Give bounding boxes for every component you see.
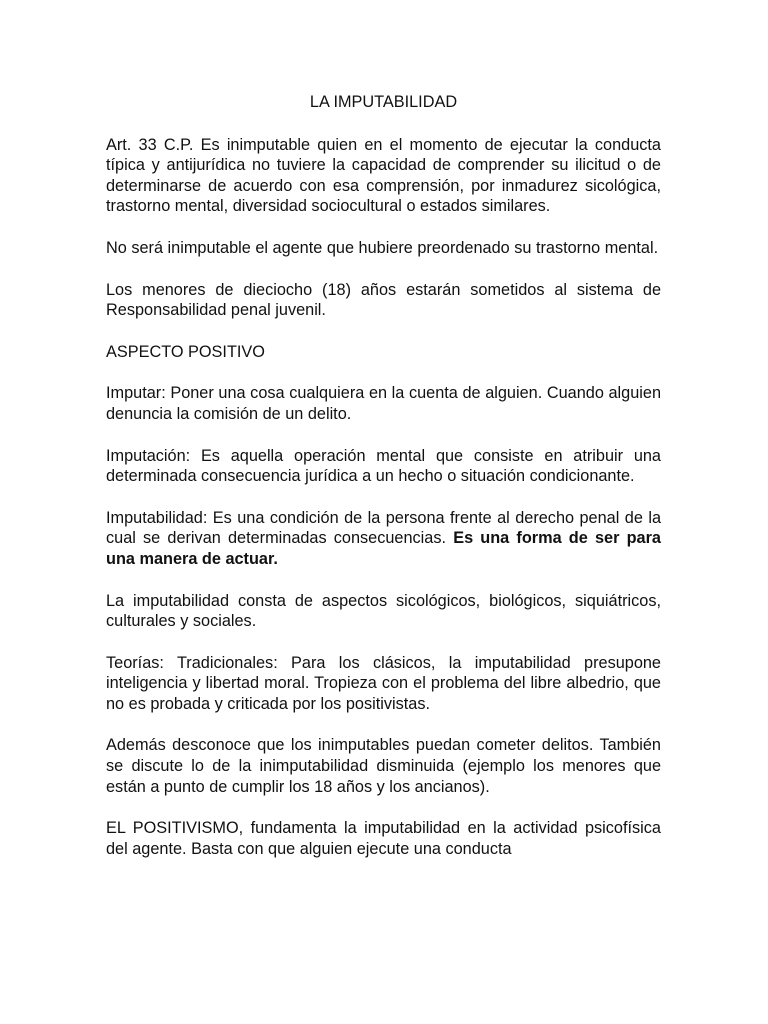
paragraph-imputabilidad [106, 508, 661, 570]
paragraph-preordenado: No será inimputable el agente que hubiere preordenado su trastorno mental. [106, 238, 659, 257]
paragraph-aspectos: La imputabilidad consta de aspectos sicológicos, biológicos, siquiátricos, culturales y sociales. [106, 591, 661, 631]
paragraph-menores: Los menores de dieciocho (18) años estarán sometidos al sistema de Responsabilidad penal juvenil. [106, 280, 661, 320]
paragraph-teorias: Teorías: Tradicionales: Para los clásicos, la imputabilidad presupone inteligencia y libertad moral. Tropieza con el problema del libre albedrio, que no es probada y criticada por los positivistas. [106, 653, 661, 713]
paragraph-imputabilidad-text: Imputabilidad: Es una condición de la persona frente al derecho penal de la cual se derivan determinadas consecuencias. [106, 508, 661, 548]
document-title: LA IMPUTABILIDAD [309, 93, 458, 111]
paragraph-art-33: Art. 33 C.P. Es inimputable quien en el momento de ejecutar la conducta típica y antijurídica no tuviere la capacidad de comprender su ilicitud o de determinarse de acuerdo con esa comprensión, por inmadurez sicológica, trastorno mental, diversidad sociocultural o estados similares. [106, 135, 661, 216]
document-page [106, 92, 661, 880]
paragraph-ademas: Además desconoce que los inimputables puedan cometer delitos. También se discute lo de la inimputabilidad disminuida (ejemplo los menores que están a punto de cumplir los 18 años y los ancianos). [106, 736, 661, 796]
paragraph-imputacion: Imputación: Es aquella operación mental que consiste en atribuir una determinada consecuencia jurídica a un hecho o situación condicionante. [106, 446, 661, 486]
paragraph-imputabilidad-emphasis: Es una forma de ser para una manera de actuar. [106, 529, 661, 568]
paragraph-positivismo: EL POSITIVISMO, fundamenta la imputabilidad en la actividad psicofísica del agente. Basta con que alguien ejecute una conducta [106, 819, 661, 858]
section-heading-aspecto-positivo: ASPECTO POSITIVO [106, 342, 265, 361]
paragraph-imputar: Imputar: Poner una cosa cualquiera en la cuenta de alguien. Cuando alguien denuncia la comisión de un delito. [106, 384, 661, 423]
